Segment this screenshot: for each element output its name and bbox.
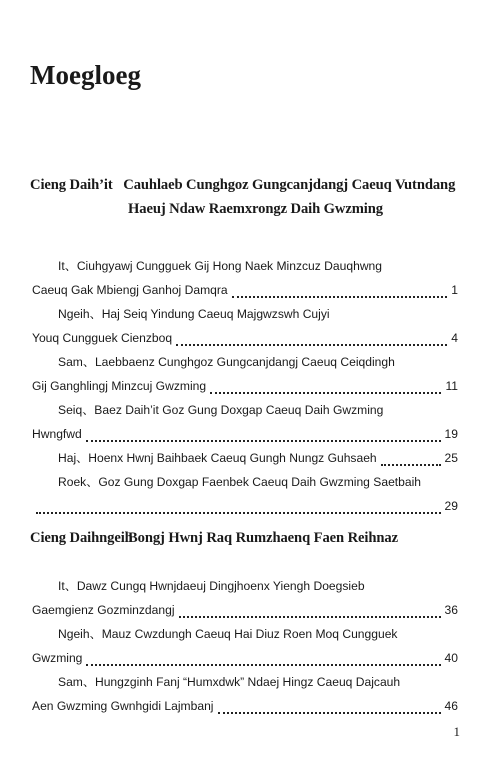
leader-dots: [218, 690, 441, 714]
leader-dots: [179, 594, 441, 618]
page-number: 29: [444, 499, 458, 513]
toc-entry-1-4-line2[interactable]: Hwngfwd 19: [32, 422, 458, 446]
page-number: 36: [444, 603, 458, 617]
leader-dots: [86, 642, 440, 666]
page-number: 25: [444, 451, 458, 465]
page-number: 4: [451, 331, 458, 345]
leader-dots: [36, 490, 441, 514]
toc-entry-1-3-line2[interactable]: Gij Ganghlingj Minzcuj Gwzming 11: [32, 374, 458, 398]
toc-entry-1-4-line1[interactable]: Seiq、Baez Daih’it Goz Gung Doxgap Caeuq Daih Gwzming: [58, 403, 384, 417]
chapter-2-heading: [30, 530, 470, 547]
toc-entry-1-6-line1[interactable]: Roek、Goz Gung Doxgap Faenbek Caeuq Daih Gwzming Saetbaih: [58, 475, 422, 489]
toc-entry-1-1-line2[interactable]: Caeuq Gak Mbiengj Ganhoj Damqra 1: [32, 278, 458, 302]
toc-entry-2-3-line1[interactable]: Sam、Hungzginh Fanj “Humxdwk” Ndaej Hingz Caeuq Dajcauh: [58, 675, 401, 689]
chapter-1-heading: [30, 177, 470, 218]
page-number: 46: [444, 699, 458, 713]
chapter-1-label: Cieng Daih’it: [30, 177, 113, 193]
toc-entry-1-2-line1[interactable]: Ngeih、Haj Seiq Yindung Caeuq Majgwzswh Cujyi: [58, 307, 330, 321]
toc-entry-1-3-line1[interactable]: Sam、Laebbaenz Cunghgoz Gungcanjdangj Caeuq Ceiqdingh: [58, 355, 395, 369]
toc-entry-2-3-line2[interactable]: Aen Gwzming Gwnhgidi Lajmbanj 46: [32, 694, 458, 718]
page-number: 1: [451, 283, 458, 297]
toc-entry-2-1-line2[interactable]: Gaemgienz Gozminzdangj 36: [32, 598, 458, 622]
page-number: 40: [444, 651, 458, 665]
page-title: Moegloeg: [30, 60, 141, 90]
leader-dots: [210, 370, 441, 394]
chapter-1-title-line2: Haeuj Ndaw Raemxrongz Daih Gwzming: [128, 201, 383, 217]
toc-entry-2-2-line2[interactable]: Gwzming 40: [32, 646, 458, 670]
page-folio: 1: [453, 724, 460, 739]
toc-entry-2-1-line1[interactable]: It、Dawz Cungq Hwnjdaeuj Dingjhoenx Yiengh Doegsieb: [58, 579, 365, 593]
leader-dots: [176, 322, 447, 346]
leader-dots: [381, 442, 441, 466]
leader-dots: [232, 274, 448, 298]
leader-dots: [86, 418, 441, 442]
toc-entry-1-6-line2[interactable]: [32, 494, 458, 518]
chapter-2-title: Bongj Hwnj Raq Rumzhaenq Faen Reihnaz: [128, 530, 398, 546]
page-number: 19: [444, 427, 458, 441]
chapter-2-label: Cieng Daihngeih: [30, 530, 133, 546]
toc-entry-1-2-line2[interactable]: Youq Cungguek Cienzboq 4: [32, 326, 458, 350]
chapter-1-title-line1: Cauhlaeb Cunghgoz Gungcanjdangj Caeuq Vutndang: [123, 177, 456, 193]
toc-entry-2-2-line1[interactable]: Ngeih、Mauz Cwzdungh Caeuq Hai Diuz Roen Moq Cungguek: [58, 627, 398, 641]
page-number: 11: [445, 379, 458, 393]
toc-entry-1-5[interactable]: Haj、Hoenx Hwnj Baihbaek Caeuq Gungh Nungz Guhsaeh 25: [58, 446, 458, 470]
toc-entry-1-1-line1[interactable]: It、Ciuhgyawj Cungguek Gij Hong Naek Minzcuz Dauqhwng: [58, 259, 383, 273]
